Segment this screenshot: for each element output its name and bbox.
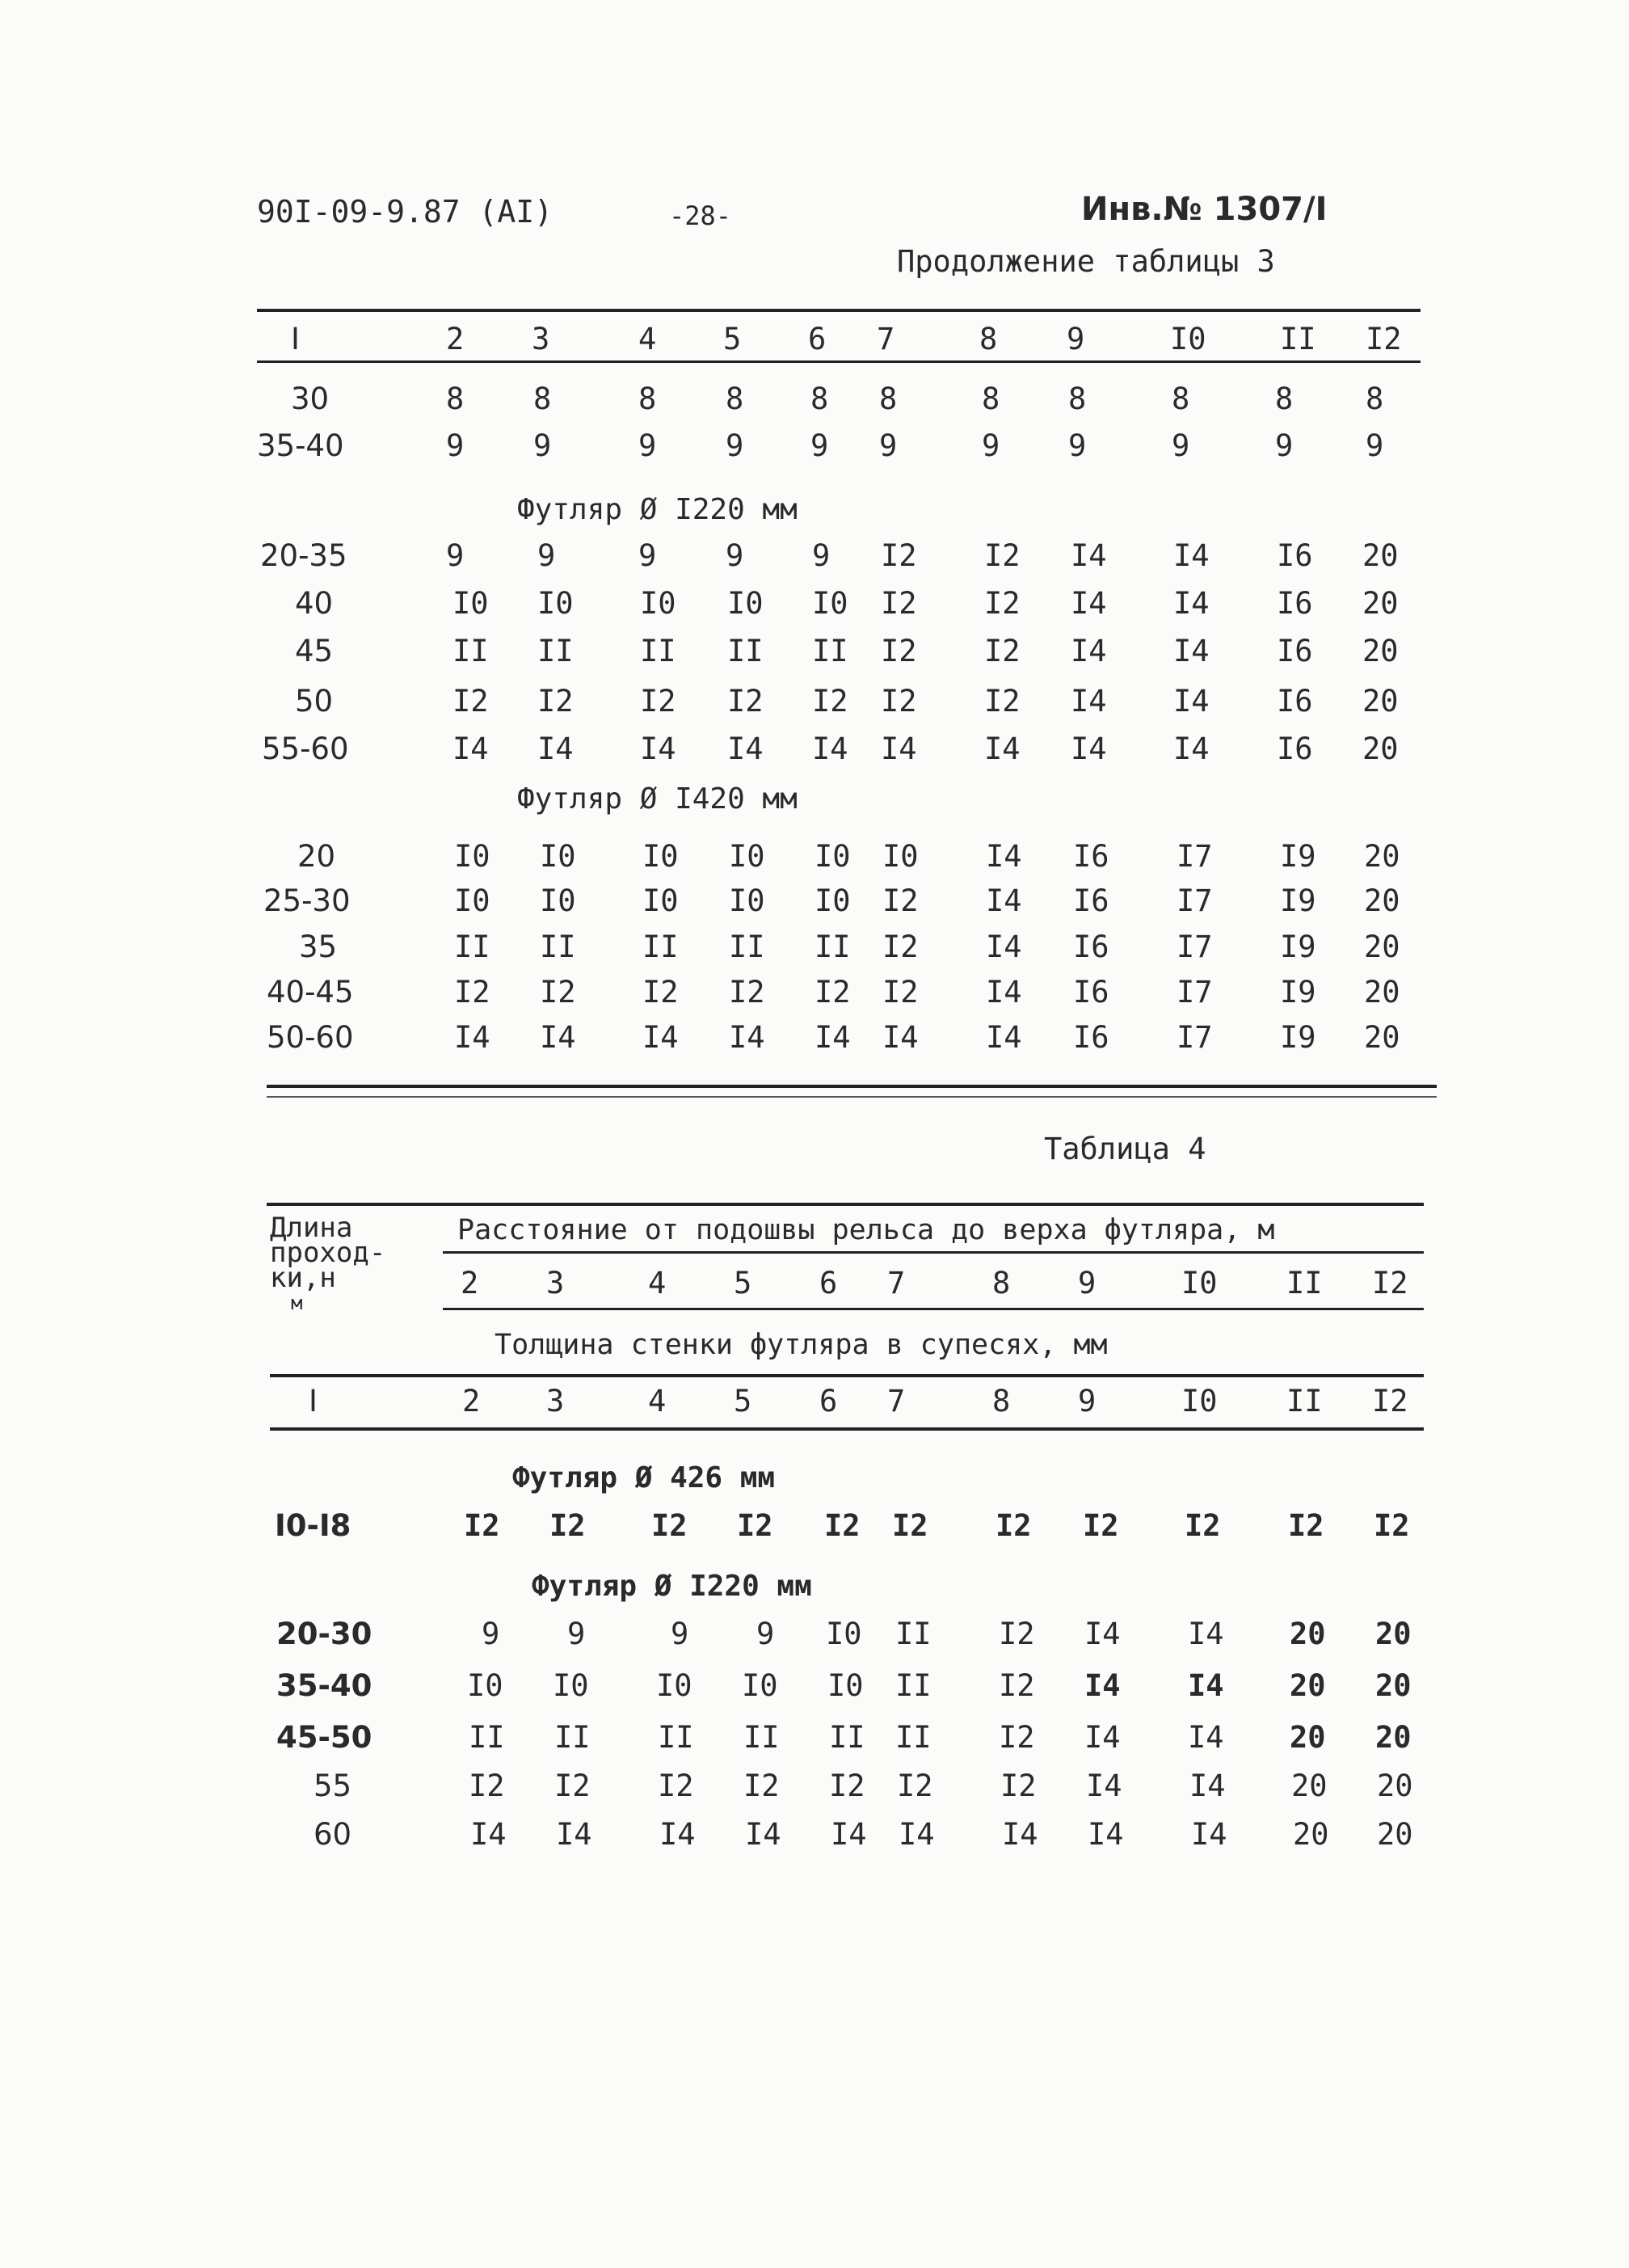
column-header: 4 (638, 322, 657, 356)
table-cell: I0 (454, 883, 490, 918)
table-cell: 8 (726, 382, 744, 416)
stub-header-line: ки,н (270, 1262, 336, 1294)
table-cell: I0 (467, 1668, 503, 1703)
row-label: 20-35 (260, 538, 347, 573)
table3-bottom-rule-2 (267, 1096, 1437, 1098)
table-cell: I9 (1280, 930, 1316, 964)
table-cell: 20 (1362, 586, 1399, 621)
table3-caption: Продолжение таблицы 3 (897, 244, 1275, 279)
table-cell: I4 (1084, 1617, 1121, 1651)
distance-rule (443, 1308, 1424, 1310)
column-header: 3 (532, 322, 550, 356)
table-cell: II (829, 1720, 865, 1755)
table-cell: I4 (745, 1817, 781, 1852)
table-cell: I2 (743, 1768, 780, 1803)
table-cell: I6 (1277, 538, 1313, 573)
table-cell: I2 (812, 684, 848, 719)
row-label: 45-50 (276, 1720, 373, 1755)
table-row (0, 382, 1629, 427)
table-cell: I2 (882, 975, 919, 1010)
table-cell: I4 (882, 1020, 919, 1055)
table-cell: 20 (1375, 1668, 1412, 1703)
table-cell: I4 (452, 731, 489, 766)
table-cell: I4 (1191, 1817, 1227, 1852)
section-heading: Футляр Ø I220 мм (517, 493, 798, 526)
column-header: 5 (734, 1266, 752, 1301)
table3-header-row (0, 322, 1629, 367)
table-cell: 9 (533, 428, 552, 463)
table-cell: I2 (1288, 1508, 1324, 1543)
table-cell: I2 (651, 1508, 688, 1543)
table-cell: II (537, 634, 574, 668)
table-cell: 20 (1362, 634, 1399, 668)
inventory-number: Инв.№ 1307/I (1081, 191, 1328, 228)
table-cell: I4 (1188, 1720, 1224, 1755)
table-cell: 20 (1364, 975, 1400, 1010)
page-number: -28- (669, 200, 732, 231)
table-cell: I2 (1000, 1768, 1037, 1803)
table-cell: I0 (452, 586, 489, 621)
table-cell: I4 (1173, 684, 1210, 719)
table-cell: 9 (756, 1617, 775, 1651)
table-cell: II (554, 1720, 591, 1755)
row-label: 55-60 (262, 731, 349, 766)
row-label: 20 (297, 839, 336, 874)
table-cell: II (640, 634, 676, 668)
column-header: 2 (446, 322, 465, 356)
table-cell: I2 (829, 1768, 865, 1803)
table-cell: I2 (814, 975, 851, 1010)
table-cell: I6 (1277, 586, 1313, 621)
column-header: 2 (461, 1266, 479, 1301)
table-cell: 20 (1290, 1668, 1326, 1703)
row-label: 50-60 (267, 1020, 354, 1055)
table-cell: 20 (1375, 1720, 1412, 1755)
table-cell: 9 (1275, 428, 1294, 463)
table-cell: I0 (642, 883, 679, 918)
table-cell: 8 (1366, 382, 1384, 416)
table-cell: I4 (540, 1020, 576, 1055)
table-cell: I0 (656, 1668, 692, 1703)
table-cell: I0 (742, 1668, 778, 1703)
table-row (0, 1617, 1629, 1662)
column-header: 9 (1078, 1384, 1097, 1419)
table-cell: 9 (1366, 428, 1384, 463)
table-cell: I7 (1176, 975, 1213, 1010)
table-cell: I6 (1073, 839, 1109, 874)
column-header: 8 (992, 1384, 1011, 1419)
table-cell: I2 (454, 975, 490, 1010)
table-cell: 20 (1377, 1817, 1413, 1852)
table-cell: I0 (882, 839, 919, 874)
table-cell: 20 (1290, 1720, 1326, 1755)
table4-header-row (0, 1384, 1629, 1429)
table-cell: I2 (996, 1508, 1032, 1543)
table-cell: II (469, 1720, 505, 1755)
table-cell: 20 (1291, 1768, 1328, 1803)
table-cell: I0 (827, 1668, 864, 1703)
table-cell: I6 (1073, 975, 1109, 1010)
table-cell: II (642, 930, 679, 964)
table-cell: I0 (640, 586, 676, 621)
table-cell: 20 (1377, 1768, 1413, 1803)
column-header: I0 (1181, 1266, 1218, 1301)
spanner-header: Расстояние от подошвы рельса до верха футляра, м (457, 1214, 1275, 1246)
table-cell: I2 (727, 684, 764, 719)
row-label: 35 (299, 930, 338, 964)
table-cell: 20 (1364, 883, 1400, 918)
row-label: 45 (295, 634, 334, 668)
table-cell: I7 (1176, 883, 1213, 918)
column-header: 6 (819, 1266, 838, 1301)
table-cell: I4 (831, 1817, 867, 1852)
table-row (0, 428, 1629, 474)
column-header: 4 (648, 1384, 667, 1419)
table-cell: I0 (814, 839, 851, 874)
table-cell: I2 (881, 634, 917, 668)
column-header: 7 (877, 322, 895, 356)
row-label: I0-I8 (275, 1508, 351, 1543)
column-header: 8 (979, 322, 998, 356)
table-cell: I2 (892, 1508, 928, 1543)
table-row (0, 1720, 1629, 1765)
spanner-rule (443, 1251, 1424, 1254)
table-cell: I4 (537, 731, 574, 766)
section-heading: Футляр Ø 426 мм (512, 1461, 776, 1494)
table-row (0, 1768, 1629, 1814)
table4-top-rule (267, 1203, 1424, 1206)
table-cell: II (895, 1720, 932, 1755)
table-cell: II (895, 1668, 932, 1703)
column-header: 3 (546, 1266, 565, 1301)
table-cell: 9 (537, 538, 556, 573)
column-header: 3 (546, 1384, 565, 1419)
table-cell: I2 (1374, 1508, 1410, 1543)
row-label: 35-40 (257, 428, 344, 463)
table-cell: 9 (567, 1617, 586, 1651)
table-cell: I4 (984, 731, 1021, 766)
column-header: 5 (734, 1384, 752, 1419)
table-cell: 8 (879, 382, 898, 416)
table-cell: II (727, 634, 764, 668)
table-cell: I2 (464, 1508, 500, 1543)
table-cell: 20 (1362, 538, 1399, 573)
table-cell: I4 (727, 731, 764, 766)
table-cell: I0 (812, 586, 848, 621)
column-header: II (1280, 322, 1316, 356)
row-label: 20-30 (276, 1617, 373, 1651)
table-cell: I0 (540, 883, 576, 918)
table-row (0, 684, 1629, 729)
table-cell: I2 (999, 1617, 1035, 1651)
column-header: I0 (1181, 1384, 1218, 1419)
column-header: I2 (1372, 1266, 1408, 1301)
table-cell: II (452, 634, 489, 668)
table-cell: I0 (540, 839, 576, 874)
table-cell: I4 (1189, 1768, 1226, 1803)
table-cell: 20 (1364, 1020, 1400, 1055)
row-label: 35-40 (276, 1668, 373, 1703)
row-label: 60 (314, 1817, 352, 1852)
table-row (0, 538, 1629, 584)
column-header: I0 (1170, 322, 1206, 356)
column-header: I (309, 1384, 318, 1419)
table-cell: 20 (1364, 930, 1400, 964)
table-cell: I2 (729, 975, 765, 1010)
table-cell: I2 (452, 684, 489, 719)
table-cell: I4 (812, 731, 848, 766)
table-cell: II (814, 930, 851, 964)
column-header: 8 (992, 1266, 1011, 1301)
table-row (0, 1508, 1629, 1553)
column-header: 9 (1067, 322, 1085, 356)
column-header: II (1286, 1266, 1323, 1301)
table-cell: I7 (1176, 930, 1213, 964)
table-cell: I2 (640, 684, 676, 719)
table-cell: 8 (982, 382, 1000, 416)
table-cell: I2 (984, 684, 1021, 719)
table-row (0, 586, 1629, 631)
table-cell: I4 (986, 839, 1022, 874)
column-header: 4 (648, 1266, 667, 1301)
column-header: 9 (1078, 1266, 1097, 1301)
table-cell: I4 (1071, 538, 1107, 573)
row-label: 40-45 (267, 975, 354, 1010)
table-cell: 8 (533, 382, 552, 416)
row-label: 55 (314, 1768, 352, 1803)
row-label: 25-30 (263, 883, 351, 918)
table-cell: 9 (810, 428, 829, 463)
table4-colhead-top-rule (270, 1374, 1424, 1377)
table-cell: I4 (986, 930, 1022, 964)
table-cell: I4 (1084, 1668, 1121, 1703)
table-cell: I4 (899, 1817, 935, 1852)
table-cell: I4 (640, 731, 676, 766)
table-cell: I4 (1071, 634, 1107, 668)
table4-subheader: Толщина стенки футляра в супесях, мм (495, 1329, 1108, 1361)
stub-header-line: м (291, 1292, 303, 1314)
table-cell: I6 (1277, 731, 1313, 766)
table-row (0, 883, 1629, 929)
table-cell: II (540, 930, 576, 964)
table-cell: I4 (556, 1817, 592, 1852)
table-cell: I4 (1071, 586, 1107, 621)
table-cell: 20 (1293, 1817, 1329, 1852)
table-cell: I4 (1086, 1768, 1122, 1803)
table-cell: II (812, 634, 848, 668)
table-cell: I4 (1173, 586, 1210, 621)
column-header: I (291, 322, 300, 356)
table-cell: II (454, 930, 490, 964)
table-cell: I2 (882, 930, 919, 964)
table-cell: I7 (1176, 839, 1213, 874)
table-cell: II (658, 1720, 694, 1755)
table-cell: I2 (897, 1768, 933, 1803)
table-cell: I4 (1173, 634, 1210, 668)
section-heading: Футляр Ø I420 мм (517, 782, 798, 816)
table-cell: 9 (482, 1617, 500, 1651)
table-cell: I0 (553, 1668, 589, 1703)
table-cell: I4 (1188, 1668, 1224, 1703)
table-cell: I2 (881, 538, 917, 573)
table-cell: 9 (638, 428, 657, 463)
table-cell: 9 (446, 428, 465, 463)
table-cell: I4 (454, 1020, 490, 1055)
table-cell: I2 (540, 975, 576, 1010)
row-label: 50 (295, 684, 334, 719)
table-cell: 9 (1068, 428, 1087, 463)
table-cell: I0 (729, 883, 765, 918)
table-cell: I4 (729, 1020, 765, 1055)
table-cell: 9 (1172, 428, 1190, 463)
table-cell: I4 (1071, 684, 1107, 719)
table-cell: I2 (984, 538, 1021, 573)
table-cell: 9 (726, 428, 744, 463)
table-cell: I2 (549, 1508, 586, 1543)
table3-bottom-rule (267, 1085, 1437, 1088)
table-cell: I2 (984, 586, 1021, 621)
table-cell: I0 (454, 839, 490, 874)
table-cell: 9 (638, 538, 657, 573)
table-cell: I4 (470, 1817, 507, 1852)
table-cell: 20 (1362, 731, 1399, 766)
table3-top-rule (257, 309, 1421, 312)
table-cell: I4 (814, 1020, 851, 1055)
table-cell: 20 (1364, 839, 1400, 874)
table-cell: I4 (1084, 1720, 1121, 1755)
column-header: 2 (462, 1384, 481, 1419)
table-cell: I2 (999, 1720, 1035, 1755)
column-header: 7 (887, 1266, 906, 1301)
table-cell: I0 (814, 883, 851, 918)
table-cell: I2 (882, 883, 919, 918)
table-cell: I2 (658, 1768, 694, 1803)
table-cell: I4 (881, 731, 917, 766)
row-label: 40 (295, 586, 334, 621)
table-cell: I6 (1073, 1020, 1109, 1055)
section-heading: Футляр Ø I220 мм (532, 1570, 812, 1603)
table-cell: 9 (812, 538, 831, 573)
table-cell: 20 (1290, 1617, 1326, 1651)
table-row (0, 1817, 1629, 1862)
table-row (0, 839, 1629, 884)
table-cell: I2 (737, 1508, 773, 1543)
table-cell: I2 (824, 1508, 861, 1543)
table-cell: 9 (446, 538, 465, 573)
column-header: 6 (819, 1384, 838, 1419)
table-cell: 20 (1362, 684, 1399, 719)
table-cell: 9 (726, 538, 744, 573)
table4-caption: Таблица 4 (1044, 1132, 1206, 1166)
table-cell: I2 (554, 1768, 591, 1803)
table-cell: I4 (642, 1020, 679, 1055)
table-cell: I2 (999, 1668, 1035, 1703)
column-header: I2 (1372, 1384, 1408, 1419)
table-row (0, 975, 1629, 1020)
table-cell: I6 (1073, 883, 1109, 918)
table-cell: 20 (1375, 1617, 1412, 1651)
table-cell: 9 (671, 1617, 689, 1651)
table-cell: I2 (537, 684, 574, 719)
column-header: 5 (723, 322, 742, 356)
table-cell: I2 (1083, 1508, 1119, 1543)
table-cell: I2 (984, 634, 1021, 668)
table4-colhead-bottom-rule (270, 1427, 1424, 1431)
row-label: 30 (291, 382, 330, 416)
table-cell: I4 (659, 1817, 696, 1852)
table-cell: I4 (1088, 1817, 1124, 1852)
table-cell: 8 (1068, 382, 1087, 416)
table-cell: I2 (642, 975, 679, 1010)
table-cell: I2 (881, 684, 917, 719)
table-cell: I6 (1277, 634, 1313, 668)
column-header: 6 (808, 322, 827, 356)
table-cell: 8 (1275, 382, 1294, 416)
table-row (0, 930, 1629, 975)
table-cell: I9 (1280, 1020, 1316, 1055)
distance-header-row (0, 1262, 1629, 1311)
table-cell: I0 (537, 586, 574, 621)
table-row (0, 731, 1629, 777)
document-code: 90I-09-9.87 (AI) (257, 194, 554, 230)
table-cell: II (743, 1720, 780, 1755)
column-header: I2 (1366, 322, 1402, 356)
table-cell: I4 (1002, 1817, 1038, 1852)
table-cell: I0 (642, 839, 679, 874)
table-cell: 9 (879, 428, 898, 463)
column-header: II (1286, 1384, 1323, 1419)
table-cell: I4 (986, 975, 1022, 1010)
table-cell: I4 (1173, 731, 1210, 766)
table-cell: I4 (1173, 538, 1210, 573)
table-cell: I2 (469, 1768, 505, 1803)
table-cell: II (729, 930, 765, 964)
table-cell: 8 (638, 382, 657, 416)
table-cell: 8 (1172, 382, 1190, 416)
table-cell: I9 (1280, 839, 1316, 874)
table-cell: I4 (1071, 731, 1107, 766)
table-row (0, 1020, 1629, 1065)
stub-header-line: Длина (270, 1212, 353, 1244)
table-row (0, 634, 1629, 679)
column-header: 7 (887, 1384, 906, 1419)
table-cell: I9 (1280, 975, 1316, 1010)
table-cell: I4 (986, 883, 1022, 918)
table-cell: I6 (1073, 930, 1109, 964)
table-row (0, 1668, 1629, 1714)
table-cell: I2 (881, 586, 917, 621)
table-cell: I9 (1280, 883, 1316, 918)
table-cell: 9 (982, 428, 1000, 463)
table-cell: I4 (986, 1020, 1022, 1055)
table-cell: I0 (826, 1617, 862, 1651)
table-cell: 8 (810, 382, 829, 416)
table-cell: I4 (1188, 1617, 1224, 1651)
table-cell: 8 (446, 382, 465, 416)
table-cell: I0 (727, 586, 764, 621)
table-cell: I7 (1176, 1020, 1213, 1055)
table-cell: I2 (1185, 1508, 1221, 1543)
table-cell: I6 (1277, 684, 1313, 719)
table-cell: I0 (729, 839, 765, 874)
stub-header-line: проход- (270, 1237, 386, 1269)
table-cell: II (895, 1617, 932, 1651)
